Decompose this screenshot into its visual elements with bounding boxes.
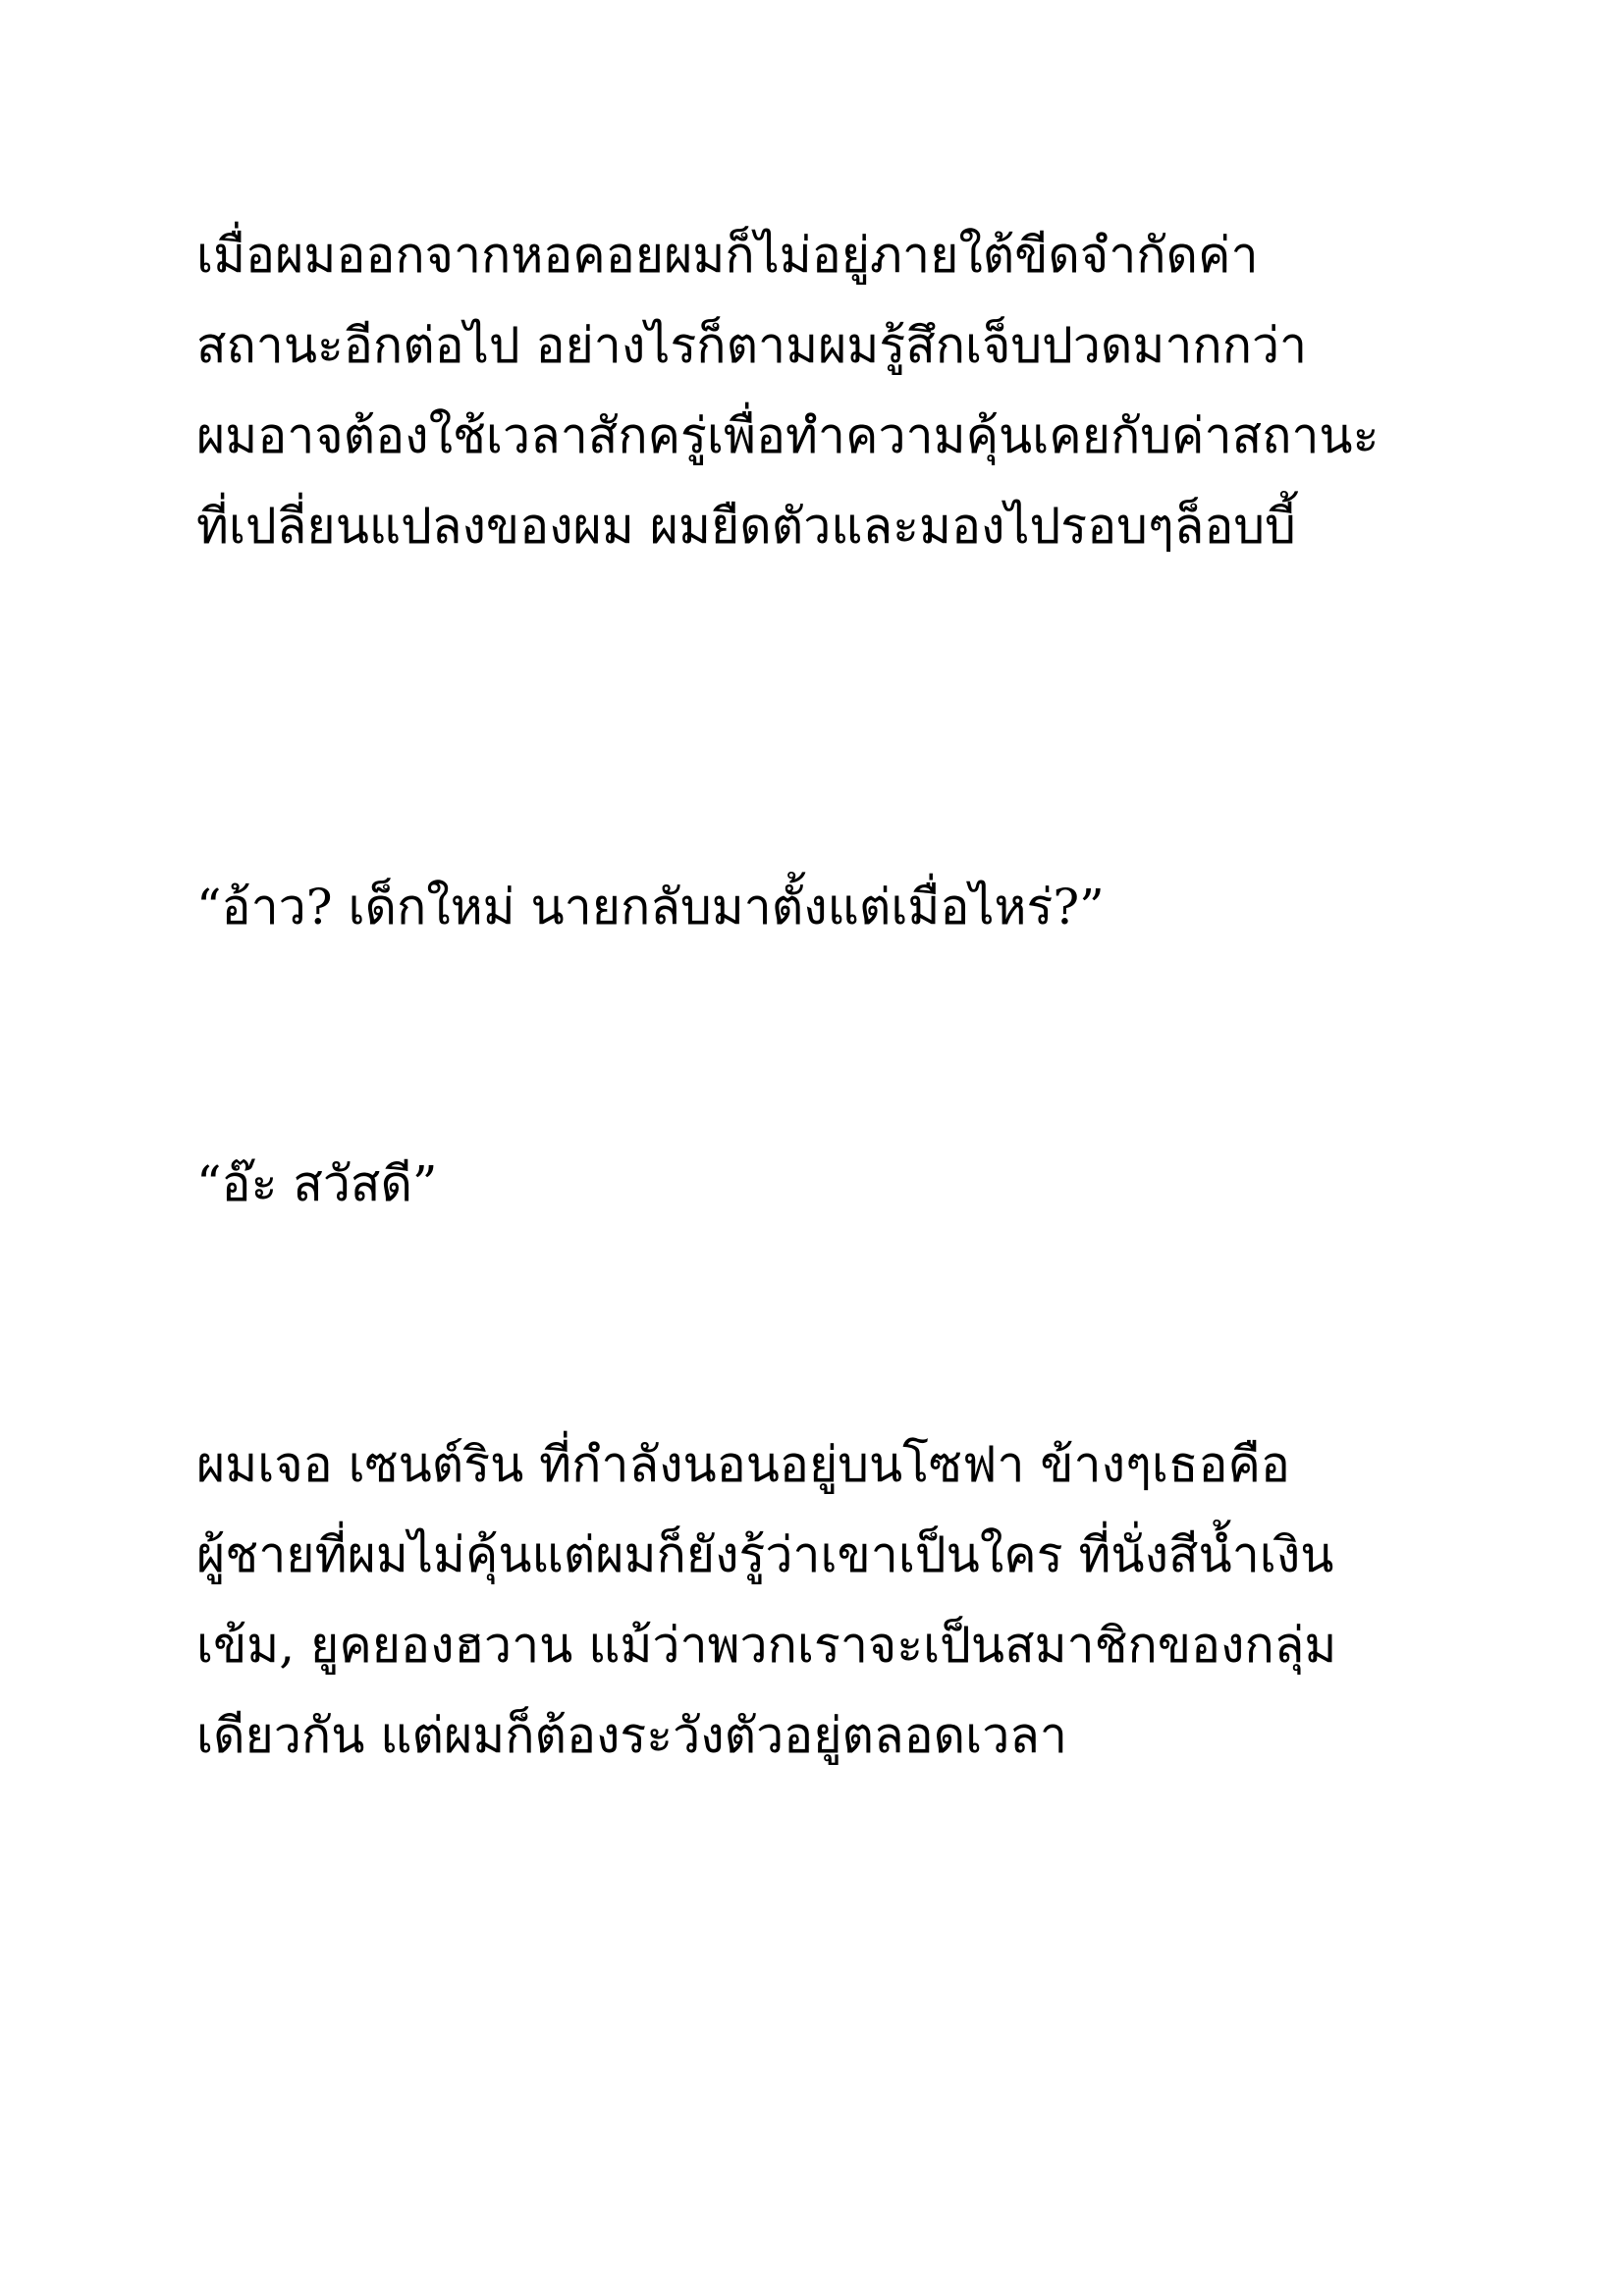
text-line: เมื่อผมออกจากหอคอยผมก็ไม่อยู่ภายใต้ขีดจำกัดค่า <box>196 227 1259 284</box>
text-line: สถานะอีกต่อไป อย่างไรก็ตามผมรู้สึกเจ็บปวดมากกว่า <box>196 317 1308 374</box>
narration-paragraph <box>196 210 1473 571</box>
dialogue-paragraph <box>196 862 1473 952</box>
text-line: ผู้ชายที่ผมไม่คุ้นแต่ผมก็ยังรู้ว่าเขาเป็นใคร ที่นั่งสีน้ำเงิน <box>196 1526 1334 1583</box>
text-line: เข้ม, ยูคยองฮวาน แม้ว่าพวกเราจะเป็นสมาชิกของกลุ่ม <box>196 1617 1337 1674</box>
narration-paragraph <box>196 1419 1473 1781</box>
text-line: ผมอาจต้องใช้เวลาสักครู่เพื่อทำความคุ้นเคยกับค่าสถานะ <box>196 407 1380 464</box>
text-line: ที่เปลี่ยนแปลงของผม ผมยืดตัวและมองไปรอบๆล็อบบี้ <box>196 498 1296 555</box>
text-line: เดียวกัน แต่ผมก็ต้องระวังตัวอยู่ตลอดเวลา <box>196 1707 1067 1764</box>
text-line: “อ้าว? เด็กใหม่ นายกลับมาตั้งแต่เมื่อไหร่?” <box>196 879 1105 935</box>
text-line: “อ๊ะ สวัสดี” <box>196 1155 438 1212</box>
dialogue-paragraph <box>196 1139 1473 1229</box>
text-line: ผมเจอ เซนต์ริน ที่กำลังนอนอยู่บนโซฟา ข้างๆเธอคือ <box>196 1436 1290 1493</box>
